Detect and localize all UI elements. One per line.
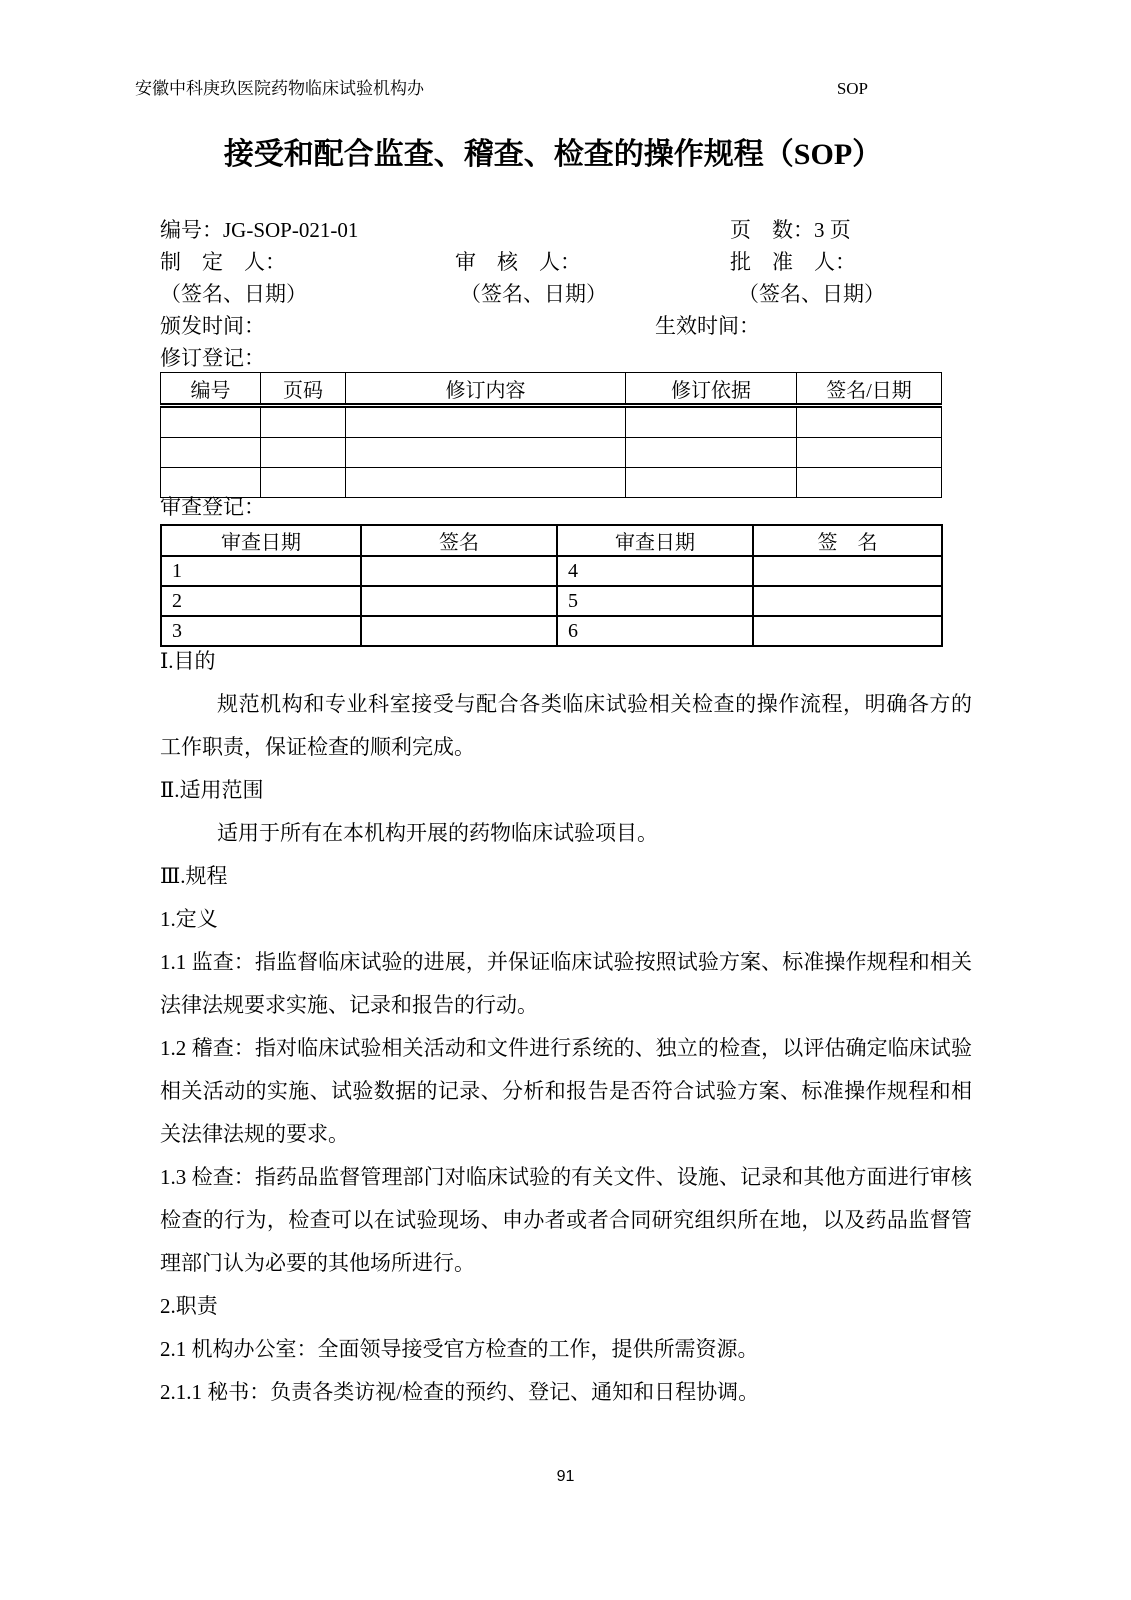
issue-date-label: 颁发时间： [160, 314, 265, 338]
table-cell [626, 438, 797, 468]
page-count-label: 页 数： [730, 218, 814, 242]
meta-line-sign-notes [160, 278, 972, 310]
page-count-value: 3 页 [814, 218, 851, 242]
reviewer-label: 审 核 人： [455, 250, 581, 274]
review-table [160, 524, 943, 647]
body-paragraph: 适用于所有在本机构开展的药物临床试验项目。 [217, 821, 658, 845]
revision-table [160, 372, 942, 498]
review-col-sign-1: 签名 [361, 525, 557, 556]
meta-line-number [160, 214, 972, 246]
revision-col-basis: 修订依据 [626, 373, 797, 406]
revision-col-sign-date: 签名/日期 [797, 373, 942, 406]
table-cell [361, 556, 557, 586]
table-cell [753, 586, 942, 616]
meta-line-roles [160, 246, 972, 278]
meta-line-revision-label [160, 342, 972, 374]
table-row [161, 406, 942, 438]
revision-register-label: 修订登记： [160, 346, 265, 370]
body-paragraph: 1.3 检查：指药品监督管理部门对临床试验的有关文件、设施、记录和其他方面进行审核检查的行为，检查可以在试验现场、申办者或者合同研究组织所在地，以及药品监督管理部门认为必要的其他场所进行。 [160, 1165, 972, 1275]
table-cell [361, 586, 557, 616]
revision-col-page: 页码 [261, 373, 346, 406]
document-title: 接受和配合监查、稽查、检查的操作规程（SOP） [223, 138, 883, 171]
effective-date-label: 生效时间： [655, 314, 760, 338]
review-register-label: 审查登记： [160, 495, 265, 519]
table-cell [346, 468, 626, 498]
review-table-header-row [161, 525, 942, 556]
sign-date-note: （签名、日期） [738, 282, 885, 306]
table-cell [797, 406, 942, 438]
subsection-responsibilities: 2.职责 [160, 1294, 218, 1318]
table-cell: 5 [557, 586, 753, 616]
section-heading-purpose: Ⅰ.目的 [160, 649, 216, 673]
doc-number [160, 214, 358, 246]
revision-table-header-row [161, 373, 942, 406]
header-doc-type: SOP [836, 79, 868, 98]
body-paragraph: 规范机构和专业科室接受与配合各类临床试验相关检查的操作流程，明确各方的工作职责，保证检查的顺利完成。 [160, 692, 972, 759]
review-col-date-2: 审查日期 [557, 525, 753, 556]
body-paragraph: 1.2 稽查：指对临床试验相关活动和文件进行系统的、独立的检查，以评估确定临床试验相关活动的实施、试验数据的记录、分析和报告是否符合试验方案、标准操作规程和相关法律法规的要求。 [160, 1036, 972, 1146]
table-cell [161, 438, 261, 468]
table-cell [161, 406, 261, 438]
table-cell: 2 [161, 586, 361, 616]
review-col-date-1: 审查日期 [161, 525, 361, 556]
table-row [161, 438, 942, 468]
table-cell [797, 438, 942, 468]
table-row [161, 586, 942, 616]
body-paragraph: 2.1.1 秘书：负责各类访视/检查的预约、登记、通知和日程协调。 [160, 1380, 760, 1404]
table-cell: 3 [161, 616, 361, 646]
subsection-definitions: 1.定义 [160, 907, 218, 931]
table-cell [346, 406, 626, 438]
doc-number-value: JG-SOP-021-01 [223, 218, 359, 242]
body-paragraph: 1.1 监查：指监督临床试验的进展，并保证临床试验按照试验方案、标准操作规程和相关法律法规要求实施、记录和报告的行动。 [160, 950, 972, 1017]
table-cell [626, 468, 797, 498]
table-cell [161, 468, 261, 498]
meta-block [160, 214, 972, 374]
page-header [135, 78, 868, 100]
sign-date-note: （签名、日期） [160, 282, 307, 306]
table-cell: 1 [161, 556, 361, 586]
table-row [161, 556, 942, 586]
table-cell [261, 468, 346, 498]
section-heading-scope: Ⅱ.适用范围 [160, 778, 264, 802]
table-cell [346, 438, 626, 468]
drafter-label: 制 定 人： [160, 250, 286, 274]
table-cell [261, 438, 346, 468]
table-cell: 6 [557, 616, 753, 646]
page-number: 91 [556, 1468, 575, 1485]
page-count [730, 214, 851, 246]
header-institution: 安徽中科庚玖医院药物临床试验机构办 [135, 79, 424, 98]
table-cell [753, 556, 942, 586]
approver-label: 批 准 人： [730, 250, 856, 274]
table-row [161, 468, 942, 498]
revision-col-number: 编号 [161, 373, 261, 406]
table-cell [261, 406, 346, 438]
doc-number-label: 编号： [160, 218, 223, 242]
sign-date-note: （签名、日期） [460, 282, 607, 306]
table-cell [626, 406, 797, 438]
body-paragraph: 2.1 机构办公室：全面领导接受官方检查的工作，提供所需资源。 [160, 1337, 759, 1361]
document-body [160, 640, 972, 1414]
table-cell [797, 468, 942, 498]
table-cell: 4 [557, 556, 753, 586]
section-heading-procedure: Ⅲ.规程 [160, 864, 228, 888]
meta-line-dates [160, 310, 972, 342]
revision-col-content: 修订内容 [346, 373, 626, 406]
review-col-sign-2: 签 名 [753, 525, 942, 556]
